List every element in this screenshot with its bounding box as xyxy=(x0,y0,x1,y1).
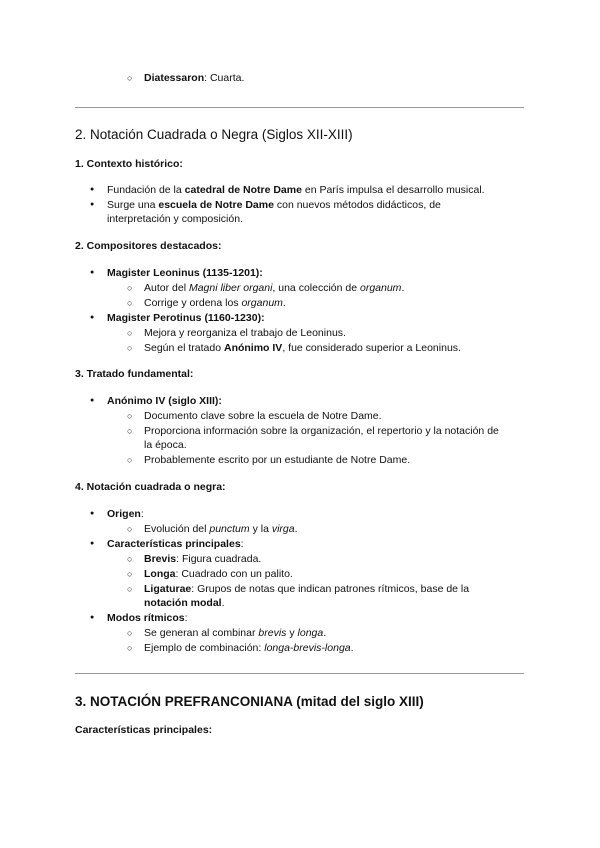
list-item-corrige: Corrige y ordena los organum. xyxy=(144,297,286,309)
list-item-diatessaron: Diatessaron: Cuarta. xyxy=(144,72,245,84)
list-item-ejemplo: Ejemplo de combinación: longa-brevis-longa. xyxy=(144,642,354,654)
list-item-ligaturae: Ligaturae: Grupos de notas que indican patrones rítmicos, base de la xyxy=(144,583,470,595)
hollow-bullet-icon: ○ xyxy=(127,73,133,83)
list-item-segun: Según el tratado Anónimo IV, fue considerado superior a Leoninus. xyxy=(144,342,461,354)
hollow-bullet-icon: ○ xyxy=(127,283,133,293)
section-2-title: 2. Notación Cuadrada o Negra (Siglos XII-XIII) xyxy=(75,127,353,142)
subheading-tratado: 3. Tratado fundamental: xyxy=(75,368,194,380)
list-item-ligaturae-cont: notación modal. xyxy=(144,597,225,609)
hollow-bullet-icon: ○ xyxy=(127,343,133,353)
hollow-bullet-icon: ○ xyxy=(127,643,133,653)
list-item-documento: Documento clave sobre la escuela de Notre Dame. xyxy=(144,410,382,422)
hollow-bullet-icon: ○ xyxy=(127,628,133,638)
list-item-mejora: Mejora y reorganiza el trabajo de Leoninus. xyxy=(144,327,346,339)
list-item-longa: Longa: Cuadrado con un palito. xyxy=(144,568,293,580)
list-item-anonimo: Anónimo IV (siglo XIII): xyxy=(107,395,222,407)
subheading-notacion: 4. Notación cuadrada o negra: xyxy=(75,481,226,493)
hollow-bullet-icon: ○ xyxy=(127,554,133,564)
hollow-bullet-icon: ○ xyxy=(127,584,133,594)
hollow-bullet-icon: ○ xyxy=(127,426,133,436)
bullet-icon: ● xyxy=(90,510,95,517)
bullet-icon: ● xyxy=(90,614,95,621)
list-item-perotinus: Magister Perotinus (1160-1230): xyxy=(107,312,265,324)
list-item-escuela: Surge una escuela de Notre Dame con nuevos métodos didácticos, de xyxy=(107,199,441,211)
hollow-bullet-icon: ○ xyxy=(127,455,133,465)
section-3-title: 3. NOTACIÓN PREFRANCONIANA (mitad del siglo XIII) xyxy=(75,694,424,709)
subheading-compositores: 2. Compositores destacados: xyxy=(75,240,222,252)
list-item-brevis: Brevis: Figura cuadrada. xyxy=(144,553,262,565)
list-item-magni-liber: Autor del Magni liber organi, una colección de organum. xyxy=(144,282,405,294)
list-item-escuela-cont: interpretación y composición. xyxy=(107,213,243,225)
list-item-evolucion: Evolución del punctum y la virga. xyxy=(144,523,298,535)
bullet-icon: ● xyxy=(90,540,95,547)
list-item-caracteristicas: Características principales: xyxy=(107,538,244,550)
divider xyxy=(75,673,524,674)
hollow-bullet-icon: ○ xyxy=(127,569,133,579)
bullet-icon: ● xyxy=(90,186,95,193)
list-item-proporciona-cont: la época. xyxy=(144,439,187,451)
bullet-icon: ● xyxy=(90,269,95,276)
list-item-proporciona: Proporciona información sobre la organización, el repertorio y la notación de xyxy=(144,425,499,437)
list-item-leoninus: Magister Leoninus (1135-1201): xyxy=(107,267,263,279)
subheading-contexto: 1. Contexto histórico: xyxy=(75,158,183,170)
hollow-bullet-icon: ○ xyxy=(127,524,133,534)
bullet-icon: ● xyxy=(90,314,95,321)
list-item-se-generan: Se generan al combinar brevis y longa. xyxy=(144,627,327,639)
bullet-icon: ● xyxy=(90,397,95,404)
hollow-bullet-icon: ○ xyxy=(127,328,133,338)
bullet-icon: ● xyxy=(90,201,95,208)
subheading-caracteristicas: Características principales: xyxy=(75,724,213,736)
list-item-fundacion: Fundación de la catedral de Notre Dame en París impulsa el desarrollo musical. xyxy=(107,184,485,196)
divider xyxy=(75,107,524,108)
hollow-bullet-icon: ○ xyxy=(127,411,133,421)
list-item-origen: Origen: xyxy=(107,508,144,520)
list-item-probablemente: Probablemente escrito por un estudiante de Notre Dame. xyxy=(144,454,411,466)
list-item-modos: Modos rítmicos: xyxy=(107,612,188,624)
hollow-bullet-icon: ○ xyxy=(127,298,133,308)
